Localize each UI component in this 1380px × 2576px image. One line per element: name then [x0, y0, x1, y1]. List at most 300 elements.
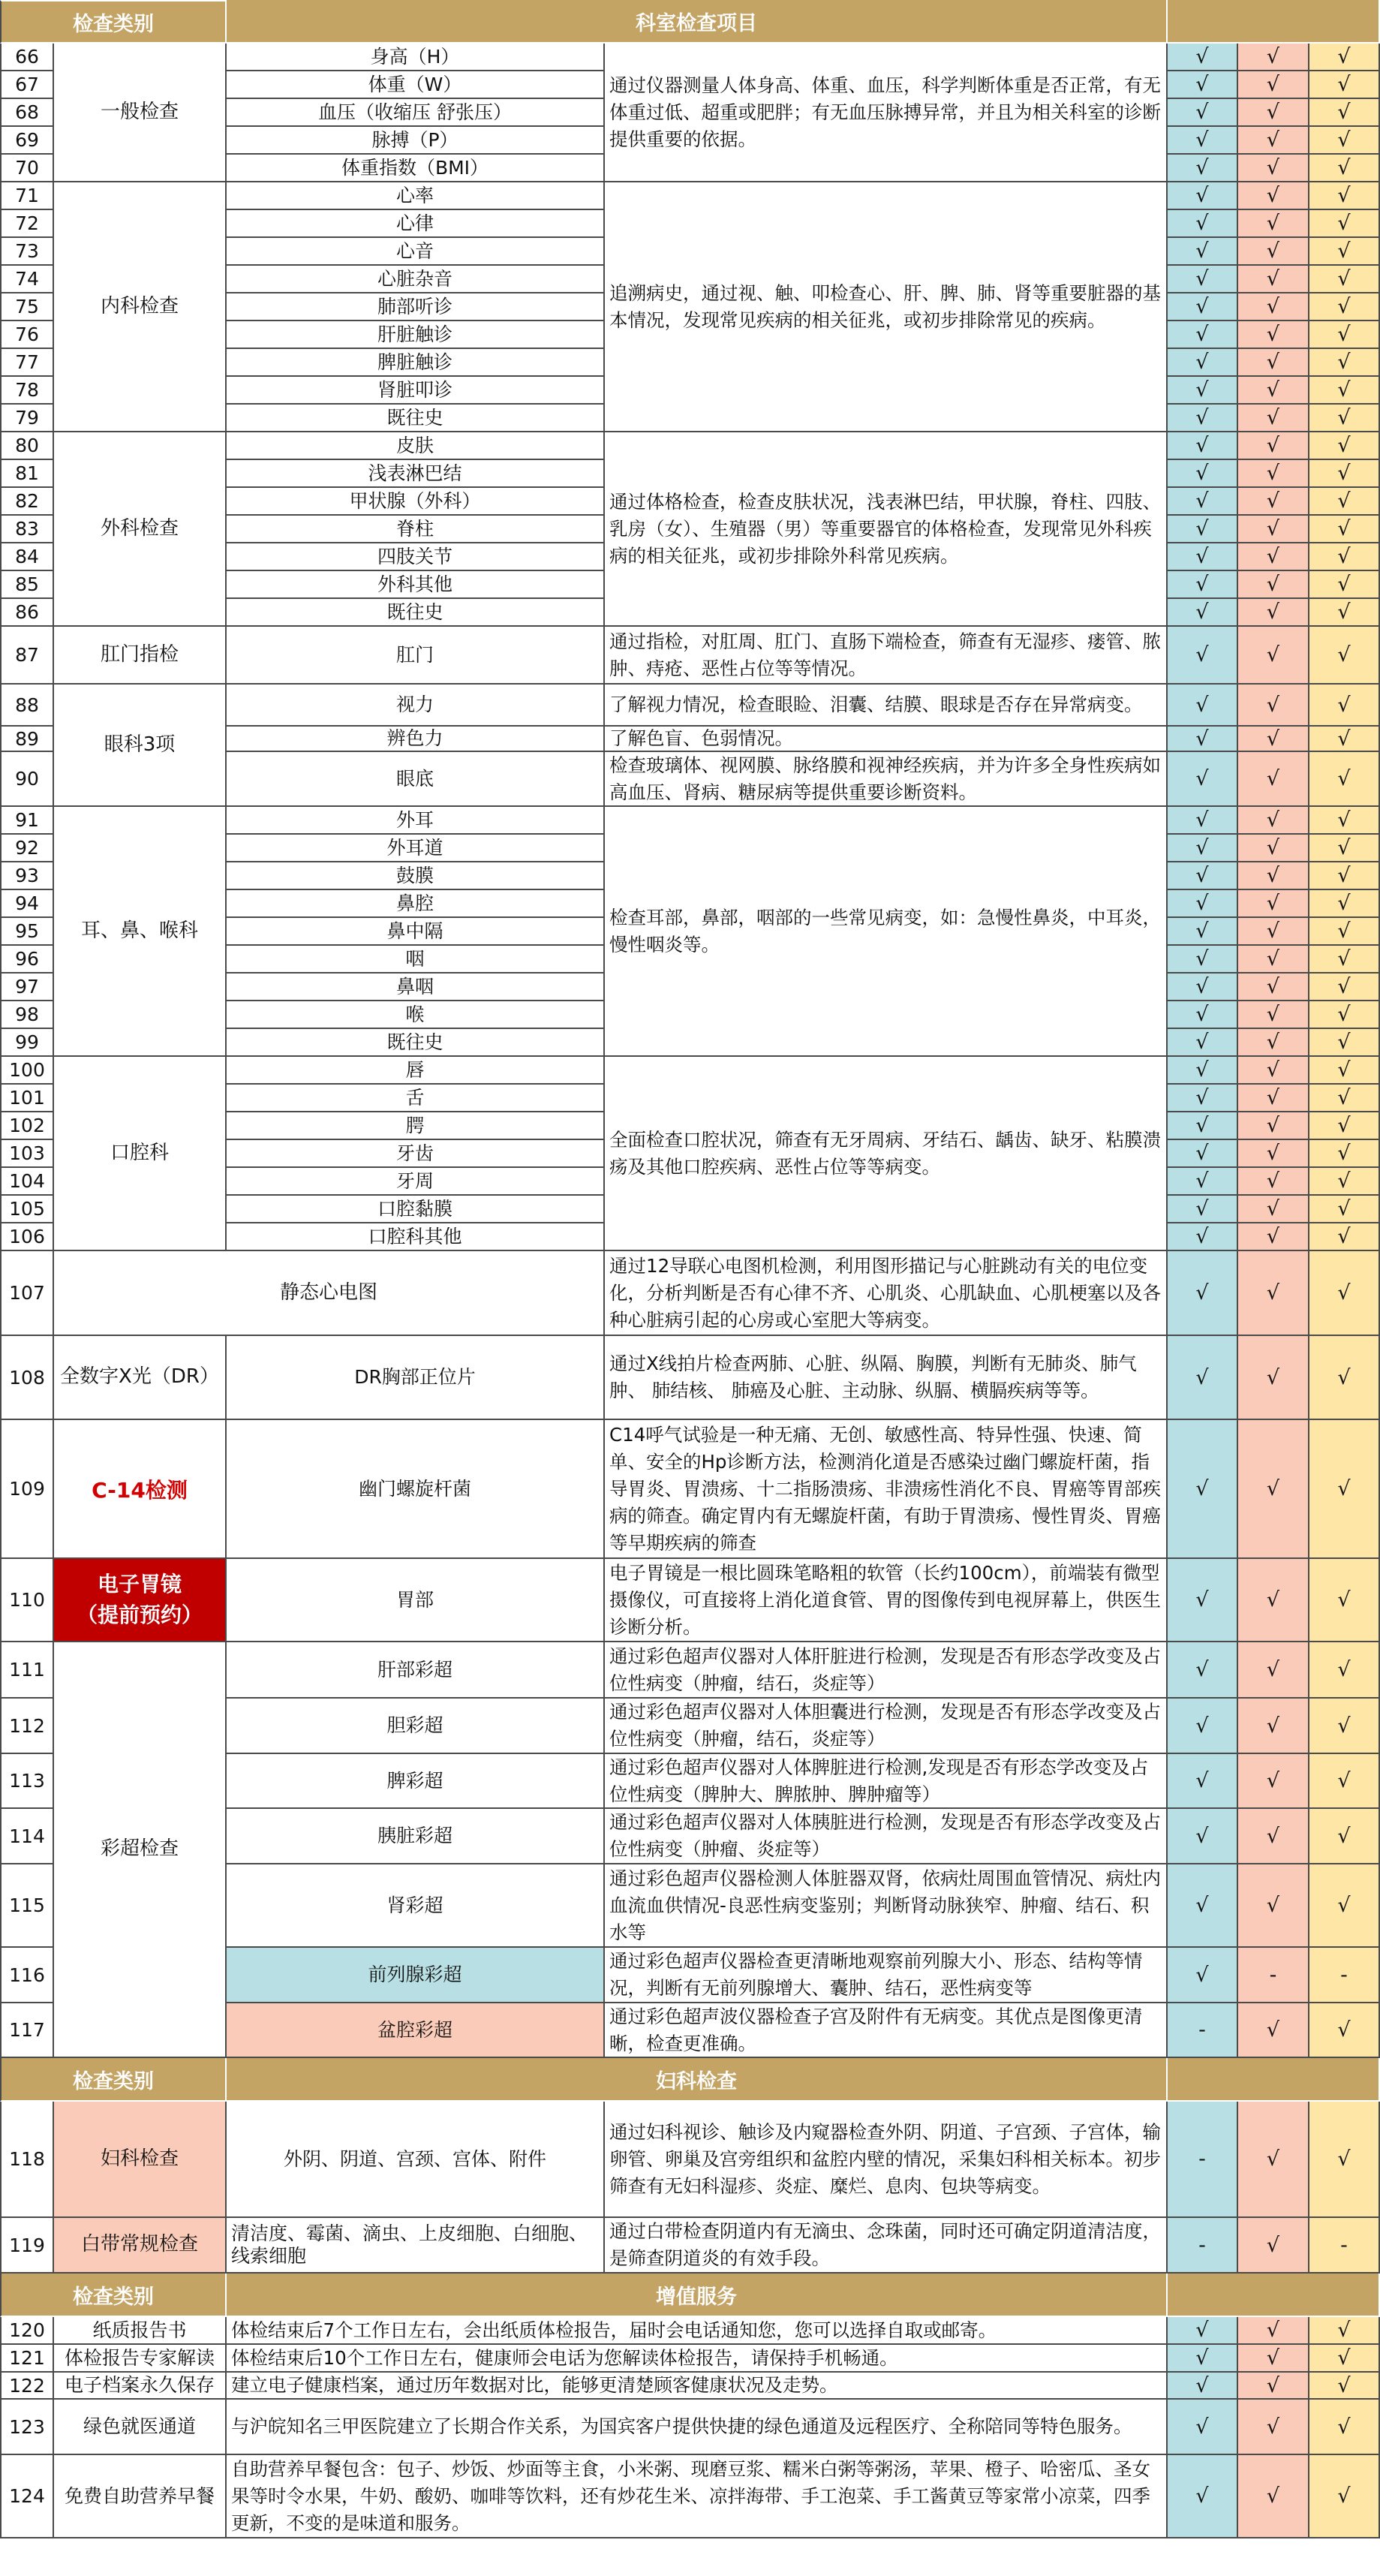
item-description-text: 通过彩色超声仪器检测人体脏器双肾，依病灶周围血管情况、病灶内血流血供情况-良恶性病变鉴别；判断肾动脉狭窄、肿瘤、结石、积水等: [609, 1867, 1161, 1943]
item-number-text: 76: [15, 324, 39, 345]
item-name-text: 既往史: [386, 406, 443, 429]
package-check-mark: [1168, 460, 1238, 488]
package-check-mark-text: √: [1266, 323, 1280, 346]
category-cell: [54, 1420, 227, 1559]
package-check-mark-text: √: [1195, 864, 1209, 887]
package-check-mark-text: √: [1266, 2346, 1280, 2370]
package-check-mark-text: √: [1337, 2018, 1351, 2042]
service-description-text: 建立电子健康档案，通过历年数据对比，能够更清楚顾客健康状况及走势。: [231, 2374, 838, 2396]
package-check-mark: [1238, 1029, 1309, 1057]
item-description: [605, 1699, 1168, 1754]
package-check-mark-text: √: [1195, 1658, 1209, 1681]
package-check-mark: [1238, 1336, 1309, 1420]
section-header-category-text: 检查类别: [73, 2285, 154, 2309]
item-number-text: 109: [9, 1478, 45, 1500]
package-check-mark: [1309, 1251, 1380, 1336]
service-description: [227, 2345, 1168, 2373]
package-check-mark-text: √: [1266, 892, 1280, 915]
package-check-mark-text: √: [1266, 517, 1280, 540]
package-check-mark: [1309, 1420, 1380, 1559]
item-name: [227, 890, 605, 918]
item-number: [0, 405, 54, 432]
item-number: [0, 1809, 54, 1864]
item-name-text: 辨色力: [386, 727, 443, 749]
item-name: [227, 155, 605, 182]
package-check-mark: [1168, 627, 1238, 685]
item-description: [605, 727, 1168, 752]
item-name: [227, 1948, 605, 2003]
item-number: [0, 627, 54, 685]
item-number: [0, 1112, 54, 1140]
package-check-mark-text: √: [1266, 919, 1280, 943]
item-number: [0, 2003, 54, 2058]
item-name-text: 腭: [405, 1114, 425, 1136]
item-name: [227, 2003, 605, 2058]
package-check-mark: [1309, 460, 1380, 488]
package-check-mark: [1238, 2317, 1309, 2345]
package-check-mark: [1168, 890, 1238, 918]
package-check-mark-text: √: [1195, 600, 1209, 624]
package-check-mark-text: √: [1266, 2147, 1280, 2171]
category-cell-text: 肛门指检: [100, 642, 179, 666]
item-number: [0, 2317, 54, 2345]
package-check-mark: [1168, 862, 1238, 890]
package-check-mark-text: √: [1337, 462, 1351, 485]
service-description: [227, 2400, 1168, 2455]
item-name-text: 心律: [395, 212, 434, 234]
package-check-mark-text: √: [1195, 2373, 1209, 2397]
item-name-text: 脊柱: [395, 517, 434, 540]
service-description: [227, 2373, 1168, 2400]
package-check-mark: [1309, 155, 1380, 182]
package-check-mark-text: √: [1266, 693, 1280, 717]
item-description-text: 通过X线拍片检查两肺、心脏、纵隔、胸膜，判断有无肺炎、肺气肿、 肺结核、 肺癌及心脏、主动脉、纵膈、横膈疾病等等。: [609, 1353, 1137, 1401]
item-number-text: 73: [15, 240, 39, 262]
service-description: [227, 2455, 1168, 2538]
package-check-mark-text: √: [1337, 378, 1351, 402]
item-description: [605, 1864, 1168, 1948]
package-check-mark: [1238, 460, 1309, 488]
item-description: [605, 2102, 1168, 2218]
item-name: [227, 862, 605, 890]
item-description-text: 通过12导联心电图机检测，利用图形描记与心脏跳动有关的电位变化，分析判断是否有心律不齐、心肌炎、心肌缺血、心肌梗塞以及各种心脏病引起的心房或心室肥大等病变。: [609, 1254, 1161, 1331]
item-number: [0, 488, 54, 516]
service-description-text: 体检结束后10个工作日左右，健康师会电话为您解读体检报告，请保持手机畅通。: [231, 2346, 898, 2369]
item-description-text: 通过彩色超声仪器对人体脾脏进行检测,发现是否有形态学改变及占位性病变（脾肿大、脾脓肿、脾肿瘤等）: [609, 1756, 1149, 1805]
package-check-mark: [1238, 1642, 1309, 1699]
package-check-mark-text: √: [1195, 545, 1209, 568]
item-number: [0, 349, 54, 377]
package-check-mark: [1168, 2003, 1238, 2058]
item-name-text: 胰脏彩超: [377, 1825, 452, 1846]
package-check-mark: [1238, 2455, 1309, 2538]
item-name-text: 脉搏（P）: [371, 128, 458, 151]
service-name-text: 纸质报告书: [92, 2319, 187, 2341]
item-number-text: 120: [9, 2319, 45, 2341]
package-check-mark-text: √: [1195, 1058, 1209, 1082]
item-number-text: 82: [15, 490, 39, 512]
item-number-text: 104: [9, 1170, 45, 1192]
item-name: [227, 1420, 605, 1559]
service-description-text: 自助营养早餐包含：包子、炒饭、炒面等主食，小米粥、现磨豆浆、糯米白粥等粥汤，苹果、橙子、哈密瓜、圣女果等时令水果，牛奶、酸奶、咖啡等饮料，还有炒花生米、凉拌海带、手工泡菜、手工酱黄豆等家常小凉菜，四季更新，不变的是味道和服务。: [231, 2457, 1150, 2534]
item-name-text: 牙齿: [395, 1142, 434, 1164]
section-header-blank: [1168, 0, 1380, 44]
package-check-mark-text: √: [1195, 573, 1209, 596]
package-check-mark: [1238, 946, 1309, 974]
item-number: [0, 752, 54, 807]
package-check-mark: [1309, 1864, 1380, 1948]
item-description: [605, 627, 1168, 685]
package-check-mark: [1238, 2400, 1309, 2455]
package-check-mark-text: √: [1337, 1142, 1351, 1165]
category-cell: [54, 2218, 227, 2274]
category-cell: [54, 807, 227, 1057]
package-check-mark-text: √: [1195, 239, 1209, 263]
package-check-mark-text: √: [1266, 727, 1280, 751]
package-check-mark: [1168, 599, 1238, 627]
package-check-mark-text: √: [1195, 1169, 1209, 1193]
package-check-mark: [1309, 835, 1380, 862]
package-check-mark-text: √: [1266, 462, 1280, 485]
item-number: [0, 599, 54, 627]
item-number-text: 113: [9, 1770, 45, 1792]
package-check-mark-text: √: [1266, 1169, 1280, 1193]
item-number: [0, 862, 54, 890]
item-number-text: 119: [9, 2234, 45, 2256]
service-name-text: 免费自助营养早餐: [64, 2484, 215, 2507]
package-check-mark-text: √: [1266, 378, 1280, 402]
item-number-text: 67: [15, 74, 39, 95]
section-header-category: [0, 2058, 227, 2102]
category-cell-text: 妇科检查: [100, 2147, 179, 2170]
item-description: [605, 1642, 1168, 1699]
item-name: [227, 1699, 605, 1754]
item-number: [0, 2400, 54, 2455]
item-name: [227, 238, 605, 266]
package-check-mark-text: -: [1269, 1963, 1277, 1987]
package-check-mark: [1238, 155, 1309, 182]
package-check-mark: [1238, 599, 1309, 627]
package-check-mark: [1238, 1140, 1309, 1168]
item-description: [605, 752, 1168, 807]
package-check-mark-text: √: [1266, 1588, 1280, 1612]
package-check-mark-text: √: [1195, 1281, 1209, 1305]
package-check-mark-text: √: [1337, 1169, 1351, 1193]
item-description: [605, 432, 1168, 627]
service-name: [54, 2317, 227, 2345]
package-check-mark-text: √: [1337, 1365, 1351, 1389]
category-cell-text: 眼科3项: [104, 733, 176, 756]
package-check-mark-text: √: [1195, 727, 1209, 751]
package-check-mark: [1168, 1057, 1238, 1085]
package-check-mark: [1238, 1168, 1309, 1196]
item-name: [227, 1642, 605, 1699]
service-name-text: 电子档案永久保存: [64, 2374, 215, 2396]
package-check-mark-text: √: [1195, 323, 1209, 346]
item-name: [227, 571, 605, 599]
category-cell-text: C-14检测: [92, 1477, 188, 1503]
category-cell: [54, 2102, 227, 2218]
item-number-text: 107: [9, 1282, 45, 1304]
package-check-mark-text: √: [1195, 128, 1209, 152]
package-check-mark-text: √: [1195, 1824, 1209, 1848]
package-check-mark: [1309, 1948, 1380, 2003]
package-check-mark: [1309, 862, 1380, 890]
item-number-text: 116: [9, 1964, 45, 1986]
package-check-mark: [1168, 571, 1238, 599]
package-check-mark: [1309, 2003, 1380, 2058]
item-number-text: 92: [15, 837, 39, 859]
package-check-mark: [1309, 2317, 1380, 2345]
item-name-text: 外耳: [395, 808, 434, 831]
package-check-mark-text: √: [1266, 975, 1280, 998]
item-name: [227, 835, 605, 862]
item-description: [605, 1251, 1168, 1336]
item-number: [0, 974, 54, 1001]
package-check-mark-text: √: [1337, 1114, 1351, 1137]
item-name: [227, 460, 605, 488]
package-check-mark: [1168, 99, 1238, 127]
item-number-text: 101: [9, 1087, 45, 1109]
package-check-mark-text: √: [1266, 2484, 1280, 2508]
item-name: [227, 1112, 605, 1140]
item-name: [227, 516, 605, 543]
package-check-mark-text: √: [1337, 1031, 1351, 1054]
item-name: [227, 432, 605, 460]
package-check-mark-text: √: [1337, 545, 1351, 568]
service-description-text: 体检结束后7个工作日左右，会出纸质体检报告，届时会电话通知您，您可以选择自取或邮寄。: [231, 2319, 997, 2341]
item-name-text: 鼻中隔: [386, 919, 443, 942]
package-check-mark: [1168, 2373, 1238, 2400]
package-check-mark-text: √: [1266, 947, 1280, 971]
package-check-mark: [1168, 516, 1238, 543]
item-name-text: 牙周: [395, 1169, 434, 1192]
package-check-mark-text: √: [1266, 434, 1280, 457]
category-line: 电子胃镜: [97, 1571, 182, 1596]
item-name-text: 前列腺彩超: [368, 1964, 462, 1985]
package-check-mark: [1238, 2003, 1309, 2058]
package-check-mark: [1238, 627, 1309, 685]
item-name-text: 舌: [405, 1086, 425, 1109]
item-name-text: 幽门螺旋杆菌: [358, 1477, 471, 1500]
item-number-text: 87: [15, 644, 39, 666]
package-check-mark-text: √: [1195, 378, 1209, 402]
package-check-mark: [1238, 807, 1309, 835]
package-check-mark: [1309, 238, 1380, 266]
package-check-mark: [1238, 2345, 1309, 2373]
item-number: [0, 432, 54, 460]
item-number-text: 100: [9, 1059, 45, 1081]
package-check-mark-text: √: [1195, 2415, 1209, 2439]
item-number: [0, 946, 54, 974]
package-check-mark: [1168, 2455, 1238, 2538]
item-number: [0, 1754, 54, 1809]
package-check-mark-text: √: [1195, 1225, 1209, 1248]
service-name: [54, 2455, 227, 2538]
item-number-text: 78: [15, 379, 39, 401]
package-check-mark-text: √: [1266, 239, 1280, 263]
item-name: [227, 1809, 605, 1864]
package-check-mark: [1309, 2345, 1380, 2373]
package-check-mark-text: √: [1266, 1824, 1280, 1848]
item-number-text: 89: [15, 727, 39, 750]
package-check-mark: [1168, 946, 1238, 974]
item-description: [605, 685, 1168, 727]
package-check-mark-text: √: [1266, 600, 1280, 624]
category-cell-text: 内科检查: [100, 294, 179, 317]
category-cell: [54, 685, 227, 807]
service-name: [54, 2373, 227, 2400]
package-check-mark: [1168, 1168, 1238, 1196]
item-number-text: 108: [9, 1366, 45, 1389]
package-check-mark: [1168, 2345, 1238, 2373]
package-check-mark-text: √: [1337, 1769, 1351, 1792]
item-description: [605, 182, 1168, 432]
package-check-mark: [1238, 1001, 1309, 1029]
package-check-mark: [1238, 685, 1309, 727]
package-check-mark: [1168, 1699, 1238, 1754]
package-check-mark: [1168, 377, 1238, 405]
item-number-text: 74: [15, 268, 39, 290]
item-name-text: 咽: [405, 947, 425, 970]
package-check-mark: [1309, 432, 1380, 460]
item-number: [0, 835, 54, 862]
package-check-mark: [1168, 1223, 1238, 1251]
package-check-mark-text: -: [1340, 1963, 1348, 1987]
package-check-mark: [1168, 71, 1238, 99]
item-number: [0, 1001, 54, 1029]
item-name: [227, 266, 605, 293]
package-check-mark: [1309, 488, 1380, 516]
service-description-text: 与沪皖知名三甲医院建立了长期合作关系，为国宾客户提供快捷的绿色通道及远程医疗、全称陪同等特色服务。: [231, 2415, 1132, 2437]
item-number-text: 86: [15, 601, 39, 623]
item-number-text: 110: [9, 1589, 45, 1611]
package-check-mark-text: √: [1337, 1058, 1351, 1082]
package-check-mark: [1238, 1085, 1309, 1112]
item-name: [227, 2102, 605, 2218]
package-check-mark-text: √: [1195, 836, 1209, 859]
item-number: [0, 1029, 54, 1057]
package-check-mark: [1168, 238, 1238, 266]
category-cell-text: 耳、鼻、喉科: [80, 919, 198, 942]
item-name-text: 体重（W）: [368, 73, 462, 95]
package-check-mark-text: √: [1337, 1086, 1351, 1109]
package-check-mark: [1168, 1948, 1238, 2003]
package-check-mark-text: √: [1195, 1365, 1209, 1389]
package-check-mark: [1309, 2373, 1380, 2400]
package-check-mark: [1309, 377, 1380, 405]
item-number-text: 68: [15, 101, 39, 123]
item-number: [0, 543, 54, 571]
category-cell: [54, 44, 227, 182]
item-name: [227, 918, 605, 946]
package-check-mark: [1238, 1559, 1309, 1642]
package-check-mark: [1238, 1196, 1309, 1223]
package-check-mark: [1168, 1001, 1238, 1029]
package-check-mark: [1168, 1112, 1238, 1140]
package-check-mark-text: √: [1266, 351, 1280, 374]
package-check-mark: [1238, 2218, 1309, 2274]
item-name: [227, 182, 605, 210]
item-number-text: 118: [9, 2148, 45, 2170]
item-name-text: 血压（收缩压 舒张压）: [318, 101, 512, 123]
package-check-mark-text: √: [1266, 1114, 1280, 1137]
item-number: [0, 516, 54, 543]
merged-item-name: [54, 1251, 605, 1336]
package-check-mark: [1309, 127, 1380, 155]
item-name: [227, 210, 605, 238]
package-check-mark: [1168, 918, 1238, 946]
item-name: [227, 807, 605, 835]
section-header-title-text: 妇科检查: [656, 2069, 737, 2093]
item-description: [605, 1754, 1168, 1809]
package-check-mark-text: √: [1195, 156, 1209, 179]
item-description-text: 通过彩色超声仪器检查更清晰地观察前列腺大小、形态、结构等情况，判断有无前列腺增大、囊肿、结石，恶性病变等: [609, 1950, 1143, 1999]
item-number: [0, 1864, 54, 1948]
package-check-mark: [1238, 432, 1309, 460]
package-check-mark: [1238, 99, 1309, 127]
package-check-mark: [1238, 1809, 1309, 1864]
package-check-mark-text: -: [1340, 2233, 1348, 2257]
package-check-mark-text: √: [1266, 406, 1280, 429]
item-number: [0, 1336, 54, 1420]
item-name: [227, 1001, 605, 1029]
item-name-text: 胆彩超: [386, 1714, 443, 1736]
package-check-mark: [1238, 1699, 1309, 1754]
package-check-mark-text: √: [1266, 1714, 1280, 1738]
item-name: [227, 293, 605, 321]
item-name: [227, 752, 605, 807]
item-name-text: 既往史: [386, 1031, 443, 1053]
package-check-mark: [1168, 2400, 1238, 2455]
item-description-text: 检查玻璃体、视网膜、脉络膜和视神经疾病，并为许多全身性疾病如高血压、肾病、糖尿病等提供重要诊断资料。: [609, 754, 1161, 803]
item-number: [0, 1085, 54, 1112]
package-check-mark: [1309, 1223, 1380, 1251]
package-check-mark: [1309, 1168, 1380, 1196]
section-header-blank: [1168, 2058, 1380, 2102]
item-number-text: 99: [15, 1031, 39, 1053]
package-check-mark-text: √: [1195, 267, 1209, 290]
package-check-mark-text: √: [1266, 864, 1280, 887]
item-number: [0, 571, 54, 599]
item-name-text: 身高（H）: [370, 45, 460, 68]
item-name-text: 胃部: [395, 1588, 434, 1611]
package-check-mark: [1238, 862, 1309, 890]
package-check-mark-text: √: [1337, 643, 1351, 667]
item-number: [0, 210, 54, 238]
package-check-mark-text: √: [1337, 517, 1351, 540]
package-check-mark: [1238, 405, 1309, 432]
package-check-mark-text: √: [1195, 212, 1209, 235]
item-name-text: 心音: [395, 239, 434, 262]
item-number: [0, 1168, 54, 1196]
item-name-text: 口腔科其他: [368, 1225, 462, 1247]
package-check-mark-text: √: [1337, 1824, 1351, 1848]
package-check-mark: [1168, 1642, 1238, 1699]
item-description-text: 了解视力情况，检查眼睑、泪囊、结膜、眼球是否存在异常病变。: [609, 694, 1143, 715]
package-check-mark-text: √: [1195, 1003, 1209, 1026]
package-check-mark-text: √: [1266, 1477, 1280, 1500]
package-check-mark: [1309, 890, 1380, 918]
item-description-text: C14呼气试验是一种无痛、无创、敏感性高、特异性强、快速、简单、安全的Hp诊断方法，检测消化道是否感染过幽门螺旋杆菌，指导胃炎、胃溃疡、十二指肠溃疡、非溃疡性消化不良、胃癌等胃部疾病的筛查。确定胃内有无螺旋杆菌，有助于胃溃疡、慢性胃炎、胃癌等早期疾病的筛查: [609, 1423, 1161, 1554]
package-check-mark: [1168, 1754, 1238, 1809]
package-check-mark: [1238, 727, 1309, 752]
package-check-mark: [1238, 1057, 1309, 1085]
package-check-mark-text: √: [1337, 489, 1351, 513]
package-check-mark: [1168, 974, 1238, 1001]
item-name: [227, 946, 605, 974]
item-description: [605, 1948, 1168, 2003]
